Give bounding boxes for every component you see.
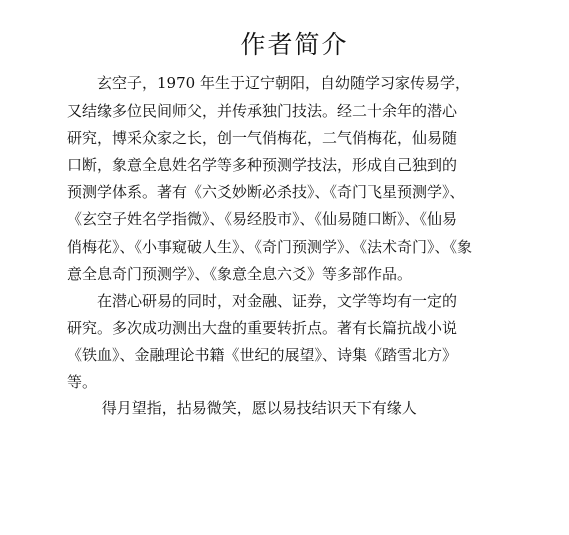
body-text-line: 《铁血》、金融理论书籍《世纪的展望》、诗集《踏雪北方》 [67,346,458,364]
body-text-line: 俏梅花》、《小事窥破人生》、《奇门预测学》、《法术奇门》、《象 [67,238,473,256]
body-text-line: 在潜心研易的同时，对金融、证券，文学等均有一定的 [67,292,458,310]
body-text-line: 口断，象意全息姓名学等多种预测学技法，形成自己独到的 [67,156,458,174]
body-text-line: 等。 [67,373,98,391]
body-text-line: 《玄空子姓名学指微》、《易经股市》、《仙易随口断》、《仙易 [67,210,458,228]
body-text-line: 玄空子，1970 年生于辽宁朝阳，自幼随学习家传易学， [67,74,470,92]
body-text-line: 意全息奇门预测学》、《象意全息六爻》等多部作品。 [67,265,413,283]
body-text-line: 得月望指，拈易微笑，愿以易技结识天下有缘人 [67,399,417,417]
body-text-line: 研究。多次成功测出大盘的重要转折点。著有长篇抗战小说 [67,319,458,337]
body-text-line: 又结缘多位民间师父，并传承独门技法。经二十余年的潜心 [67,102,458,120]
body-text-line: 预测学体系。著有《六爻妙断必杀技》、《奇门飞星预测学》、 [67,183,465,201]
body-text-line: 研究，博采众家之长，创一气俏梅花，二气俏梅花，仙易随 [67,129,458,147]
page-title: 作者简介 [240,29,349,59]
